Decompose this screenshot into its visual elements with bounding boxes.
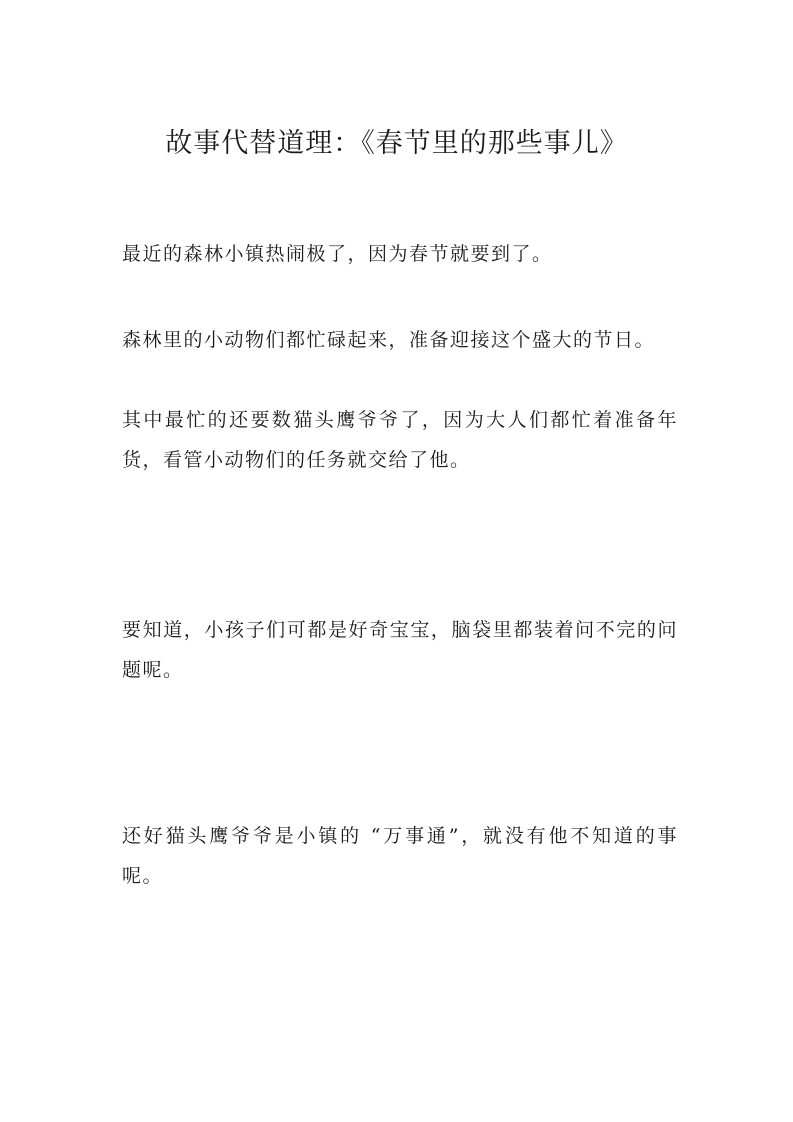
paragraph-4: 要知道，小孩子们可都是好奇宝宝，脑袋里都装着问不完的问题呢。 xyxy=(122,619,678,681)
document-title: 故事代替道理：《春节里的那些事儿》 xyxy=(165,128,628,159)
paragraph-5: 还好猫头鹰爷爷是小镇的 “万事通”，就没有他不知道的事呢。 xyxy=(122,825,678,887)
paragraph-1: 最近的森林小镇热闹极了，因为春节就要到了。 xyxy=(122,243,553,265)
paragraph-2: 森林里的小动物们都忙碌起来，准备迎接这个盛大的节日。 xyxy=(122,329,656,351)
paragraph-3: 其中最忙的还要数猫头鹰爷爷了，因为大人们都忙着准备年货，看管小动物们的任务就交给了他。 xyxy=(122,409,678,471)
